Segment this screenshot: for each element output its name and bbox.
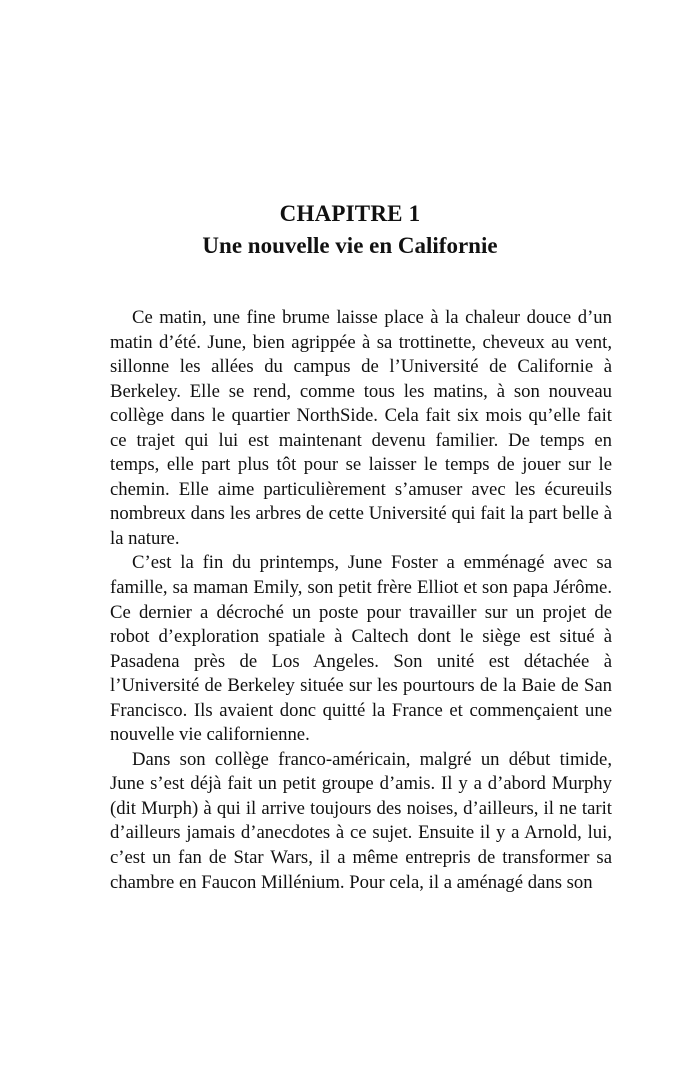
chapter-body [110, 306, 612, 895]
paragraph: C’est la fin du printemps, June Foster a emménagé avec sa famille, sa maman Emily, son petit frère Elliot et son papa Jérôme. Ce dernier a décroché un poste pour travailler sur un projet de robot d’exploration spatiale à Caltech dont le siège est situé à Pasadena près de Los Angeles. Son unité est détachée à l’Université de Berkeley située sur les pourtours de la Baie de San Francisco. Ils avaient donc quitté la France et commençaient une nouvelle vie californienne. [110, 552, 612, 746]
chapter-title: Une nouvelle vie en Californie [202, 233, 498, 258]
chapter-number: CHAPITRE 1 [279, 201, 421, 226]
paragraph: Dans son collège franco-américain, malgré un début timide, June s’est déjà fait un petit groupe d’amis. Il y a d’abord Murphy (dit Murph) à qui il arrive toujours des noises, d’ailleurs, il ne tarit d’ailleurs jamais d’anecdotes à ce sujet. Ensuite il y a Arnold, lui, c’est un fan de Star Wars, il a même entrepris de transformer sa chambre en Faucon Millénium. Pour cela, il a aménagé dans son [110, 748, 612, 893]
chapter-heading [0, 198, 700, 262]
paragraph: Ce matin, une fine brume laisse place à la chaleur douce d’un matin d’été. June, bien agrippée à sa trottinette, cheveux au vent, sillonne les allées du campus de l’Université de Californie à Berkeley. Elle se rend, comme tous les matins, à son nouveau collège dans le quartier NorthSide. Cela fait six mois qu’elle fait ce trajet qui lui est maintenant devenu familier. De temps en temps, elle part plus tôt pour se laisser le temps de jouer sur le chemin. Elle aime particulièrement s’amuser avec les écureuils nombreux dans les arbres de cette Université qui fait la part belle à la nature. [110, 307, 612, 549]
